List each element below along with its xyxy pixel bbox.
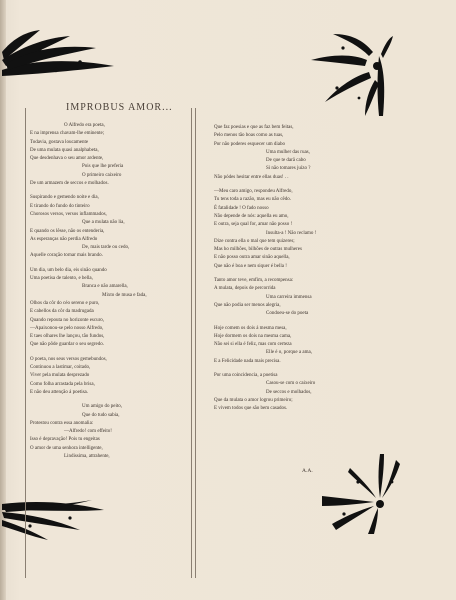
poem-line: O amor de uma senhora intelligente,	[30, 445, 103, 451]
poem-line: Que a mulata não lia,	[82, 220, 125, 226]
poem-line: Mas ho milhões, bilhões de outras mulheres	[214, 247, 302, 253]
poem-line: E quando os lêsse, não os entenderia,	[30, 228, 105, 234]
poem-line: E vivem todos que são bem casados.	[214, 406, 288, 412]
poem-line: De que te darâ cabo	[266, 158, 306, 164]
left-column-rule	[25, 108, 26, 578]
poem-line: Si não tomares juízo ?	[266, 166, 311, 172]
poem-line: Suspirando e gemendo noite e dia,	[30, 195, 99, 201]
poem-line: Uma mulher das ruas,	[266, 149, 310, 155]
poem-line: Hoje comem os dois á mesma mesa,	[214, 325, 287, 331]
poem-line: Isso é depravação! Pois tu engeitas	[30, 437, 100, 443]
poem-line: De seccos e molhados,	[266, 389, 312, 395]
poem-line: E a Felicidade nada mais precisa.	[214, 358, 281, 364]
poem-line: É fatalidade ! O fado nosso	[214, 205, 269, 211]
poem-line: Dize contra ella o mal que tem quizeres;	[214, 238, 295, 244]
poem-line: E taes olhares lhe lançou, tão fundos,	[30, 334, 105, 340]
poem-line: Aquelle coração tornar mais brando.	[30, 253, 103, 259]
poem-line: Protestou contra essa anomalia:	[30, 420, 94, 426]
poem-line: De, mais tarde ou cedo,	[82, 245, 130, 251]
center-column-rule-a	[191, 108, 192, 578]
poem-signature: A.A.	[302, 468, 313, 474]
poem-line: Não pódes hesitar entre ellas duas! . .	[214, 174, 289, 180]
poem-line: Hoje dormem os dois na mesma cama,	[214, 333, 292, 339]
poem-line: Mixto de musa e fada,	[102, 292, 147, 298]
poem-right-column	[214, 124, 364, 414]
poem-line: Chorosos versos, versos inflammados,	[30, 211, 107, 217]
poem-line: De uma mulata quasi analphabeta,	[30, 147, 99, 153]
poem-line: Pois que lhe preferia	[82, 164, 124, 170]
poem-line: O primeiro caixeiro	[82, 172, 122, 178]
poem-line: Quando repouta no horizonte escuro,	[30, 317, 105, 323]
poem-line: As esperanças não perdia Alfredo	[30, 236, 98, 242]
fan-petals	[311, 34, 393, 116]
poem-line: —Meu caro amigo, respondeu Alfredo,	[214, 189, 293, 195]
fan-ornament-top-right	[303, 32, 395, 118]
poem-line: Uma poetisa de talento, e bella,	[30, 276, 93, 282]
poem-line: Por uma coincidencia, a poetisa	[214, 373, 278, 379]
fan-ornament-top-left	[0, 30, 118, 80]
poem-line: Por não poderes esquecer um diabo	[214, 141, 285, 147]
poem-line: Pelo menos tão boas como as tuas,	[214, 133, 284, 139]
poem-line: —Apaixonou-se pelo nosso Alfredo,	[30, 325, 104, 331]
poem-left-column	[30, 122, 178, 461]
poem-line: Não sei si ella é feliz, mas com certeza	[214, 342, 292, 348]
library-stamp	[352, 528, 412, 554]
poem-line: Não depende de nós: aquella eu amo,	[214, 213, 289, 219]
poem-line: Continuou a lastimar, coitado,	[30, 365, 91, 371]
poem-line: Como folha arrastada pela brisa,	[30, 381, 95, 387]
poem-line: Tanto amor teve, emfim, a recompensa:	[214, 278, 294, 284]
poem-line: E outra, seja qual for, amar não posso !	[214, 222, 293, 228]
poem-line: Um amigo do peito,	[82, 404, 122, 410]
poem-line: Uma carreira immensa	[266, 294, 312, 300]
poem-line: E tirando do fundo do tinteiro	[30, 203, 90, 209]
fan-ornament-bottom-right	[318, 452, 402, 536]
poem-line: Que não pôde guardar o seu segredo.	[30, 342, 105, 348]
poem-line: Que faz poesias e que as faz bem feitas,	[214, 125, 294, 130]
poem-line: De um armazem de seccos e molhados.	[30, 181, 109, 187]
poem-line: —Alfredo! com effeito!	[64, 429, 112, 435]
poem-line: Branca e não amarella,	[82, 284, 128, 290]
poem-line: Casou-se com o caixeiro	[266, 381, 316, 387]
poem-line: Que não é boa e nem siquer é bella !	[214, 263, 287, 269]
poem-line: A mulata, depois de percorrida	[214, 286, 276, 292]
fan-ornament-bottom-left	[0, 496, 108, 542]
poem-line: Olhos da côr do céo sereno e puro,	[30, 300, 100, 306]
poem-line: Viver pela mulata desprezado	[30, 373, 90, 379]
poem-line: Um dia, um belo dia, eis sinão quando	[30, 267, 107, 273]
poem-line: Condoeu-se do poeta	[266, 311, 309, 317]
poem-line: E não deu attenção á poetisa.	[30, 389, 89, 395]
poem-line: E na imprensa chavam-lhe eminente;	[30, 131, 105, 137]
poem-line: Que desdenhava o seu amor ardente,	[30, 156, 104, 162]
poem-line: Que não podia ser menos alegria,	[214, 302, 281, 308]
poem-line: E cabellos da côr da madrugada	[30, 309, 94, 315]
poem-line: O poeta, nos seus versos gemebundos,	[30, 356, 107, 362]
poem-line: O Alfredo era poeta,	[64, 123, 105, 128]
poem-line: Todavia, gostava loucamente	[30, 139, 89, 145]
center-column-rule-b	[195, 108, 196, 578]
poem-line: Elle é o, porque a ama,	[266, 350, 312, 356]
poem-line: Tu tens toda a razão, mas eu não cêdo.	[214, 197, 292, 203]
poem-line: Lindissima, attrahente,	[64, 453, 110, 459]
poem-line: Que da mulata o amor logrou primeiro;	[214, 397, 293, 403]
poem-line: Que do tudo sabia,	[82, 412, 120, 418]
poem-title: IMPROBUS AMOR...	[66, 102, 173, 113]
fan-petals	[322, 454, 400, 534]
poem-line: Insulta-a ! Não reclamo !	[266, 230, 317, 236]
poem-line: E não posso outra amar sinão aquella,	[214, 255, 290, 261]
fan-petals	[2, 500, 104, 540]
fan-petals	[2, 30, 114, 76]
